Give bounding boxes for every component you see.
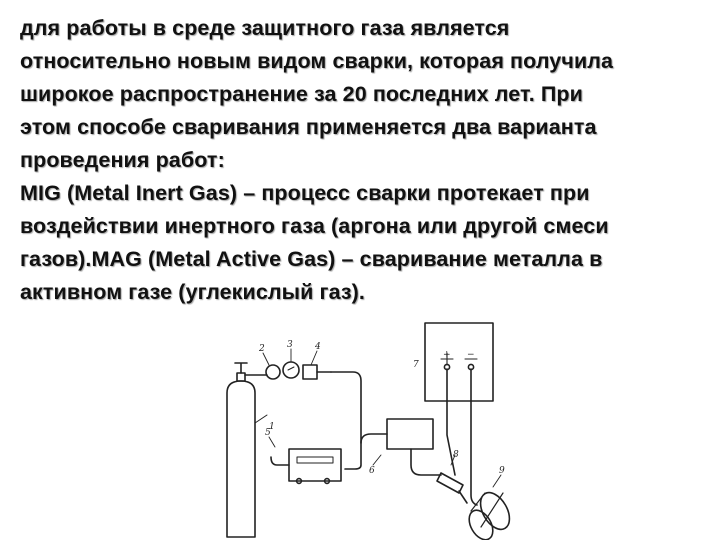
welding-torch <box>437 455 467 503</box>
body-paragraph <box>20 12 710 309</box>
gas-regulator <box>245 349 331 379</box>
workpiece-pipe <box>464 475 515 540</box>
gas-dryer-box <box>269 437 341 483</box>
label-6: 6 <box>369 466 375 476</box>
label-3: 3 <box>287 340 293 350</box>
label-minus: − <box>467 350 475 360</box>
text-line: газов).MAG (Metal Active Gas) – сваривание металла в <box>20 247 603 271</box>
text-line: воздействии инертного газа (аргона или другой смеси <box>20 214 609 238</box>
label-1: 1 <box>269 422 275 432</box>
text-line: этом способе сваривания применяется два варианта <box>20 115 597 139</box>
gas-cylinder <box>227 363 267 537</box>
text-line: относительно новым видом сварки, которая получила <box>20 49 614 73</box>
gas-hose <box>331 372 361 469</box>
power-source-box <box>425 323 493 401</box>
label-plus: + <box>443 350 451 360</box>
text-line: для работы в среде защитного газа является <box>20 16 510 40</box>
label-8: 8 <box>453 450 459 460</box>
label-5: 5 <box>265 428 271 438</box>
label-9: 9 <box>499 466 505 476</box>
text-line: проведения работ: <box>20 148 225 172</box>
label-4: 4 <box>315 342 321 352</box>
welding-setup-diagram <box>215 315 515 540</box>
label-2: 2 <box>259 344 265 354</box>
text-line: активном газе (углекислый газ). <box>20 280 366 304</box>
text-line: MIG (Metal Inert Gas) – процесс сварки протекает при <box>20 181 590 205</box>
text-line: широкое распространение за 20 последних лет. При <box>20 82 583 106</box>
label-7: 7 <box>413 360 419 370</box>
